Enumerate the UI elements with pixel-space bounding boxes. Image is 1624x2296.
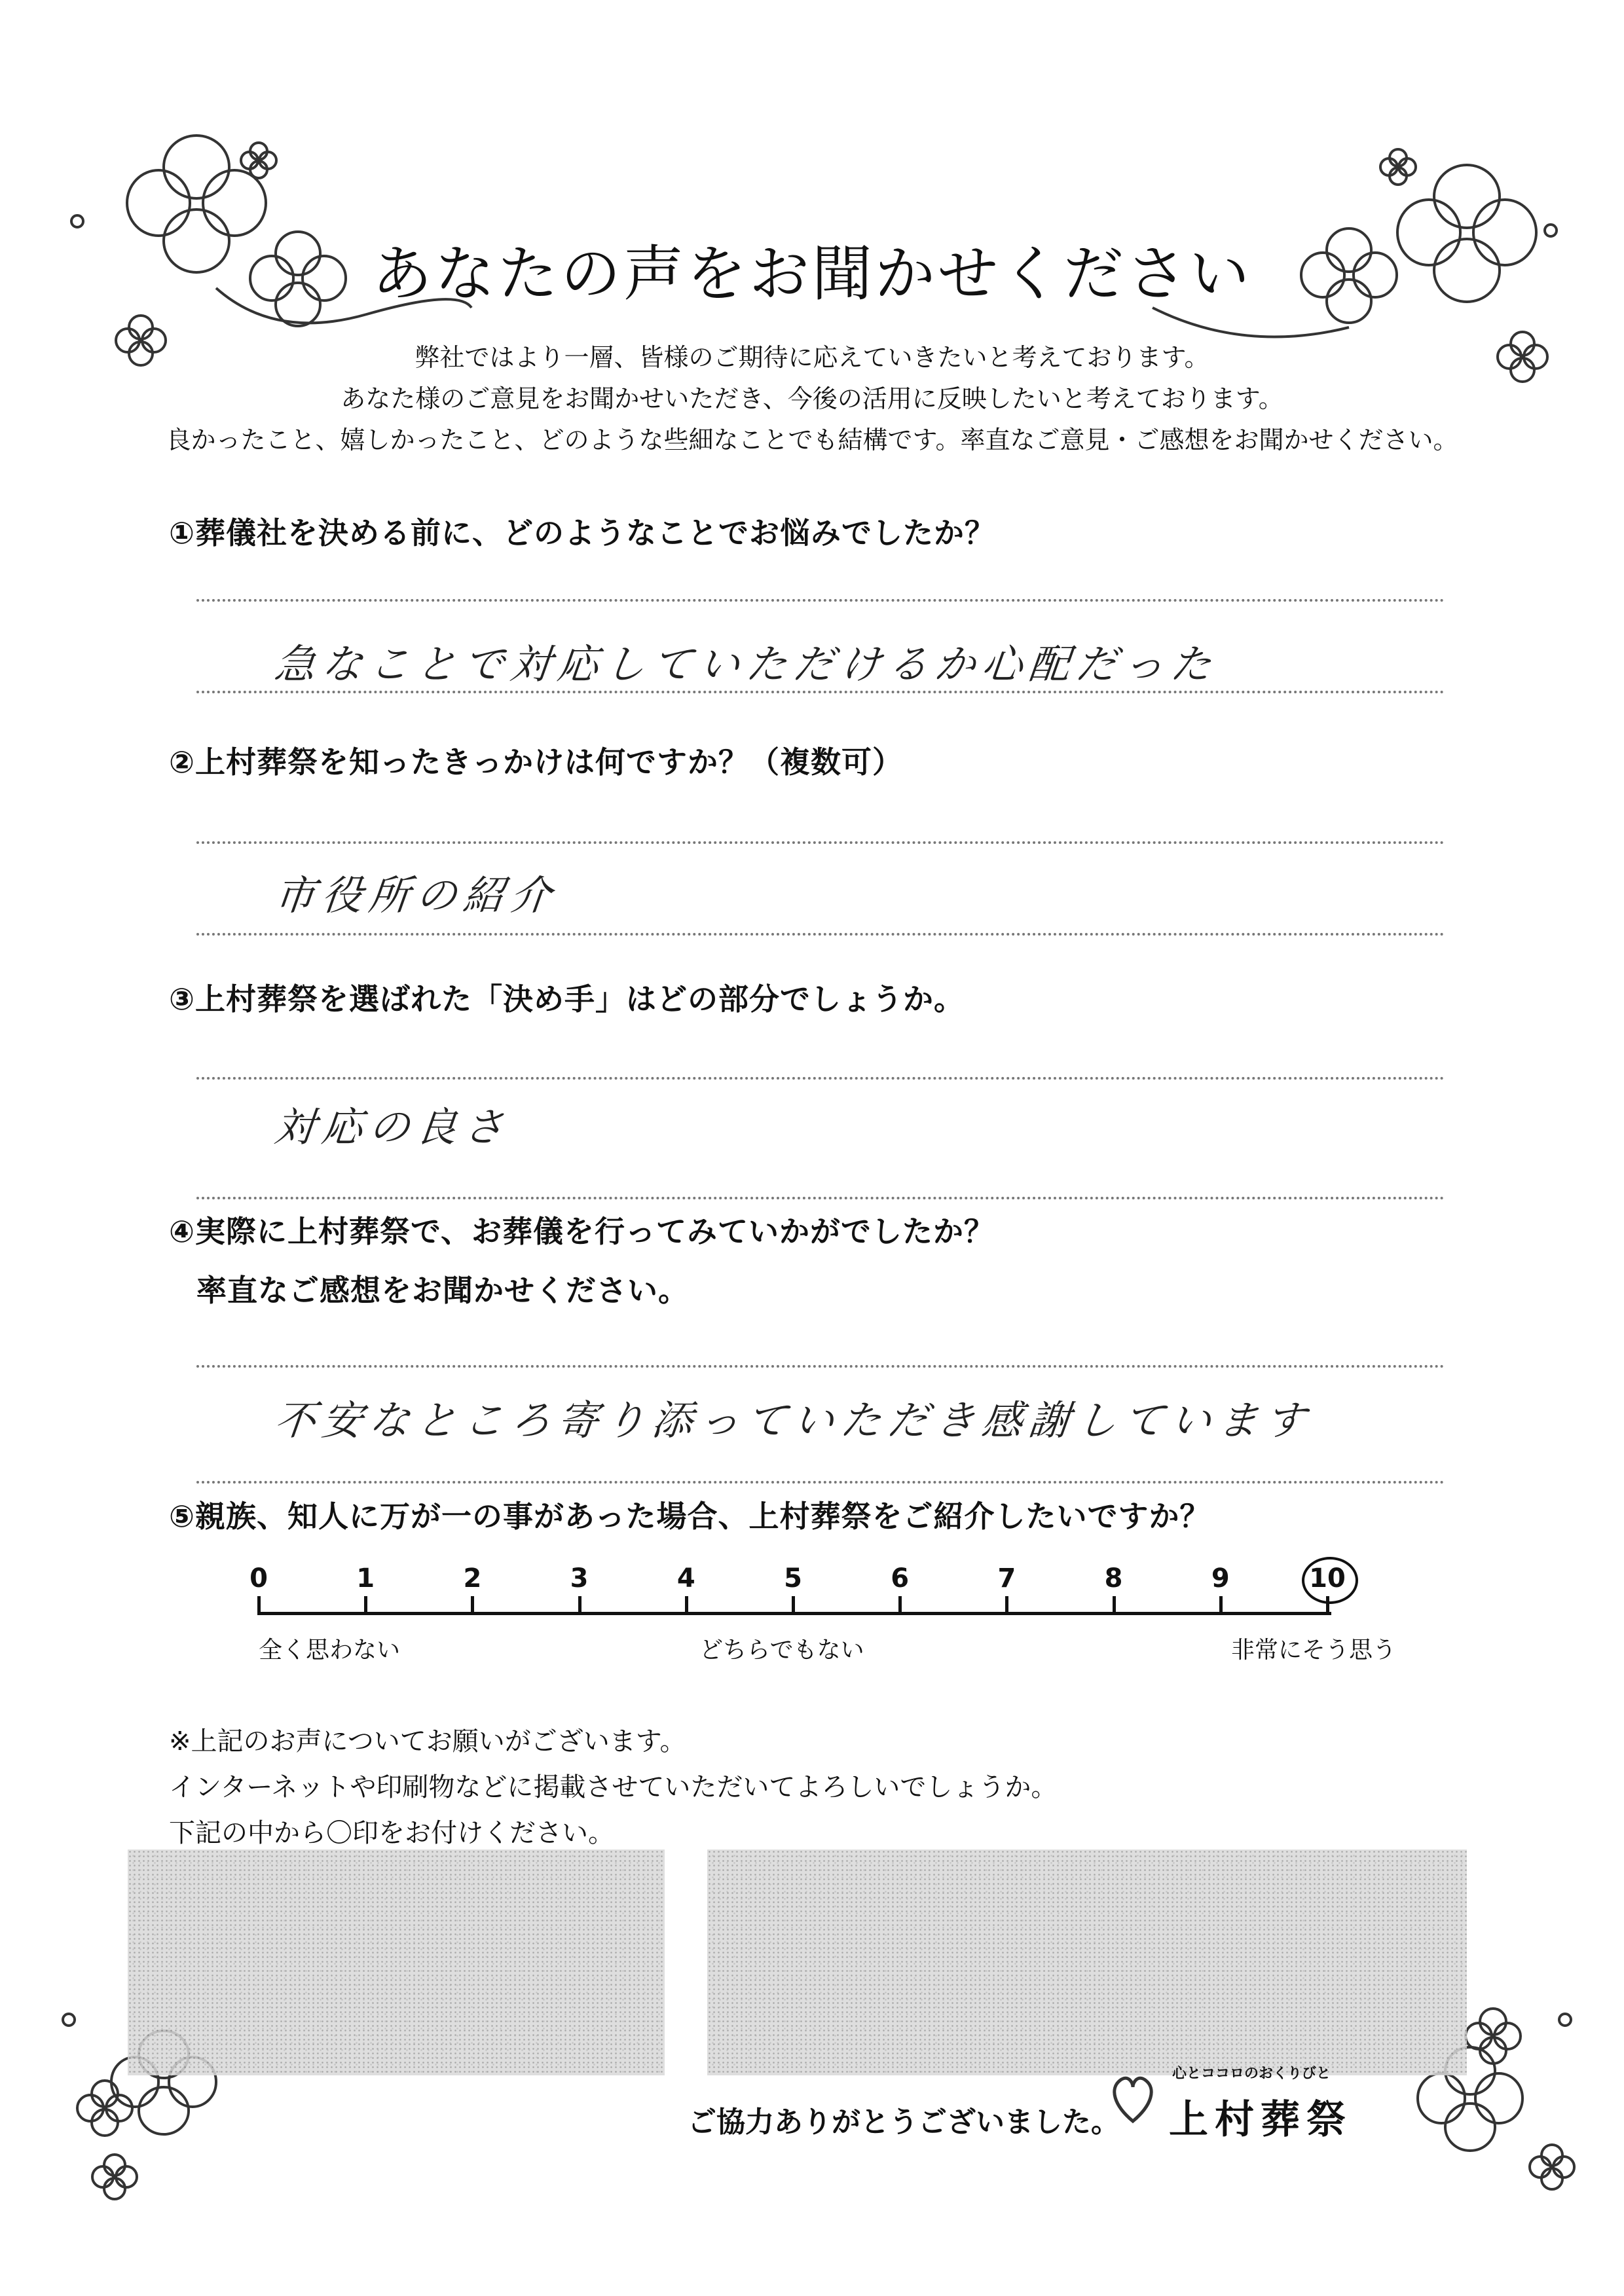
question-2: ②上村葬祭を知ったきっかけは何ですか？（複数可） [169,744,903,780]
question-4-line-2: 率直なご感想をお聞かせください。 [196,1273,689,1308]
scale-option-4[interactable]: 4 [676,1563,695,1594]
thanks-message: ご協力ありがとうございました。 [688,2105,1120,2139]
note-line: 下記の中から〇印をお付けください。 [169,1818,614,1848]
answer-line [196,1197,1445,1199]
scale-option-6[interactable]: 6 [891,1563,910,1594]
scale-tick [898,1596,902,1614]
answer-line [196,1365,1445,1368]
handwritten-answer-2[interactable]: 市役所の紹介 [272,871,561,919]
heart-logo-icon [1107,2069,1159,2128]
selected-rating-circle [1302,1557,1358,1604]
question-3: ③上村葬祭を選ばれた「決め手」はどの部分でしょうか。 [169,981,965,1017]
handwritten-answer-1[interactable]: 急なことで対応していただけるか心配だった [272,640,1221,688]
scale-low-label: 全く思わない [259,1637,401,1664]
scale-option-3[interactable]: 3 [570,1563,589,1594]
scale-tick [1005,1596,1008,1614]
page-title: あなたの声をお聞かせください [371,239,1252,309]
question-5: ⑤親族、知人に万が一の事があった場合、上村葬祭をご紹介したいですか？ [169,1499,1211,1534]
intro-line: 弊社ではより一層、皆様のご期待に応えていきたいと考えております。 [415,343,1209,372]
scale-tick [257,1596,261,1614]
answer-line [196,1077,1445,1080]
clover-icon [92,2155,137,2199]
clover-icon [1380,149,1416,185]
logo-tagline: 心とココロのおくりびと [1172,2066,1331,2082]
note-line: インターネットや印刷物などに掲載させていただいてよろしいでしょうか。 [169,1772,1058,1802]
scale-option-7[interactable]: 7 [997,1563,1016,1594]
note-line: ※上記のお声についてお願いがございます。 [169,1726,686,1757]
handwritten-answer-3[interactable]: 対応の良さ [272,1103,513,1151]
scale-tick [578,1596,581,1614]
scale-option-9[interactable]: 9 [1211,1563,1230,1594]
answer-line [196,691,1445,693]
scale-option-8[interactable]: 8 [1104,1563,1123,1594]
redacted-area [128,1850,665,2075]
clover-icon [77,2081,132,2136]
redacted-area [707,1850,1467,2075]
answer-line [196,599,1445,602]
clover-icon [1530,2145,1574,2189]
scale-tick [685,1596,688,1614]
answer-line [196,1481,1445,1484]
scale-tick [364,1596,367,1614]
scale-option-1[interactable]: 1 [356,1563,375,1594]
scale-option-0[interactable]: 0 [249,1563,268,1594]
scale-tick [471,1596,474,1614]
question-4: ④実際に上村葬祭で、お葬儀を行ってみていかがでしたか？ [169,1214,995,1249]
clover-icon [1466,2009,1521,2064]
scale-tick [1113,1596,1116,1614]
scale-tick [1219,1596,1223,1614]
handwritten-answer-4[interactable]: 不安なところ寄り添っていただき感謝しています [272,1396,1315,1444]
answer-line [196,841,1445,844]
logo-name: 上村葬祭 [1169,2097,1352,2143]
intro-line: あなた様のご意見をお聞かせいただき、今後の活用に反映したいと考えております。 [341,384,1283,413]
scale-high-label: 非常にそう思う [1231,1637,1397,1664]
scale-option-2[interactable]: 2 [463,1563,482,1594]
scale-mid-label: どちらでもない [699,1637,864,1664]
intro-line: 良かったこと、嬉しかったこと、どのような些細なことでも結構です。率直なご意見・ご感想をお聞かせください。 [166,426,1458,454]
answer-line [196,933,1445,936]
scale-option-10[interactable]: 10 [1309,1563,1346,1594]
question-1: ①葬儀社を決める前に、どのようなことでお悩みでしたか？ [169,515,995,551]
scale-option-5[interactable]: 5 [784,1563,802,1594]
scale-tick [792,1596,795,1614]
